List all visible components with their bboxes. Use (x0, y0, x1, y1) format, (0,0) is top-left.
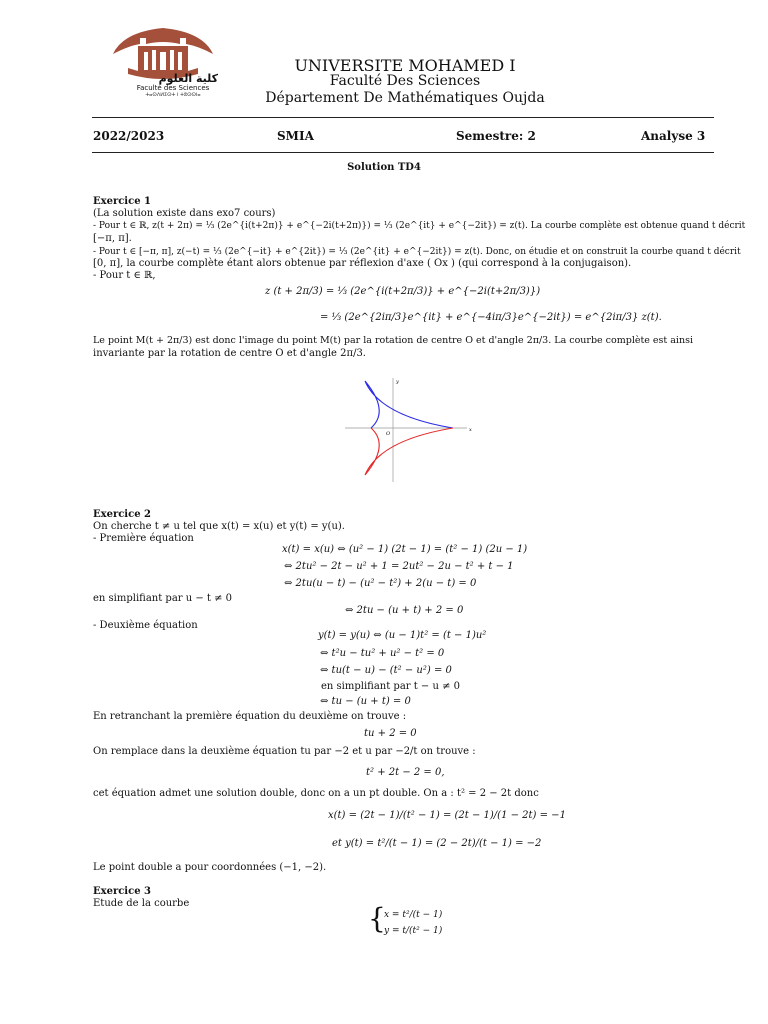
ex1-line-1: (La solution existe dans exo7 cours) (93, 208, 276, 219)
ex2-line-5: En retranchant la première équation du deuxième on trouve : (93, 711, 407, 722)
ex2-eq-10: tu + 2 = 0 (364, 728, 417, 739)
ex2-eq-6: ⇔ t²u − tu² + u² − t² = 0 (320, 648, 445, 659)
ex2-line-4: - Deuxième équation (93, 620, 198, 631)
ex2-eq-3: ⇔ 2tu(u − t) − (u² − t²) + 2(u − t) = 0 (284, 578, 477, 589)
program-name: SMIA (277, 129, 314, 143)
header-bottom-rule (92, 152, 714, 153)
ex2-line-7: cet équation admet une solution double, donc on a un pt double. On a : t² = 2 − 2t donc (93, 788, 539, 799)
deltoid-plot-svg (345, 376, 475, 486)
ex3-system-y: y = t/(t² − 1) (384, 926, 443, 936)
ex1-equation-2: = ⅓ (2e^{2iπ/3}e^{it} + e^{−4iπ/3}e^{−2it}) = e^{2iπ/3} z(t). (320, 312, 662, 323)
ex1-equation-1: z (t + 2π/3) = ⅓ (2e^{i(t+2π/3)} + e^{−2i(t+2π/3)}) (265, 286, 541, 297)
logo-french-text: Faculté des Sciences (136, 84, 210, 92)
ex2-eq-4: ⇔ 2tu − (u + t) + 2 = 0 (345, 605, 464, 616)
ex3-system-x: x = t²/(t − 1) (384, 910, 443, 920)
ex2-eq-2: ⇔ 2tu² − 2t − u² + 1 = 2ut² − 2u − t² + t − 1 (284, 561, 514, 572)
department-name: Département De Mathématiques Oujda (265, 90, 545, 106)
ex2-eq-1: x(t) = x(u) ⇔ (u² − 1) (2t − 1) = (t² − 1) (2u − 1) (282, 544, 528, 555)
academic-year: 2022/2023 (93, 129, 165, 143)
ex1-line-6: - Pour t ∈ ℝ, (93, 270, 156, 281)
curve-lower-branch (365, 428, 453, 475)
logo-arabic-text: كلية العلوم (158, 72, 218, 85)
ex2-eq-5: y(t) = y(u) ⇔ (u − 1)t² = (t − 1)u² (318, 630, 487, 641)
ex2-line-3: en simplifiant par u − t ≠ 0 (93, 593, 233, 604)
exercise-2-title: Exercice 2 (93, 509, 151, 520)
course-name: Analyse 3 (641, 129, 706, 143)
ex1-line-5: [0, π], la courbe complète étant alors obtenue par réflexion d'axe ( Ox ) (qui correspond à la conjugaison). (93, 258, 632, 269)
curve-upper-branch (365, 381, 453, 428)
ex2-line-1: On cherche t ≠ u tel que x(t) = x(u) et y(t) = y(u). (93, 521, 345, 532)
ex2-eq-12: x(t) = (2t − 1)/(t² − 1) = (2t − 1)/(1 − 2t) = −1 (328, 810, 566, 821)
faculty-name: Faculté Des Sciences (329, 73, 481, 89)
ex2-eq-9: ⇔ tu − (u + t) = 0 (320, 696, 411, 707)
system-brace-icon: { (368, 902, 386, 935)
exercise-1-title: Exercice 1 (93, 196, 151, 207)
exercise-3-title: Exercice 3 (93, 886, 151, 897)
ex2-line-6: On remplace dans la deuxième équation tu par −2 et u par −2/t on trouve : (93, 746, 476, 757)
deltoid-plot (345, 376, 475, 486)
ex2-line-2: - Première équation (93, 533, 194, 544)
ex1-line-4: - Pour t ∈ [−π, π], z(−t) = ⅓ (2e^{−it} + e^{2it}) = ⅓ (2e^{it} + e^{−2it}) = z(t). Donc, on étudie et on construit la courbe quand t décrit (93, 247, 741, 257)
ex1-line-8: invariante par la rotation de centre O et d'angle 2π/3. (93, 348, 366, 359)
university-name: UNIVERSITE MOHAMED I (294, 56, 516, 75)
x-axis-label: x (469, 427, 472, 433)
ex1-line-3: [−π, π]. (93, 233, 132, 244)
ex2-eq-11: t² + 2t − 2 = 0, (366, 767, 445, 778)
ex3-line-1: Etude de la courbe (93, 898, 190, 909)
semester-label: Semestre: 2 (456, 129, 536, 143)
ex1-line-7: Le point M(t + 2π/3) est donc l'image du point M(t) par la rotation de centre O et d'angle 2π/3. La courbe complète est ainsi (93, 335, 694, 346)
ex2-line-8: Le point double a pour coordonnées (−1, −2). (93, 862, 327, 873)
ex2-eq-13: et y(t) = t²/(t − 1) = (2 − 2t)/(t − 1) = −2 (332, 838, 542, 849)
ex2-eq-7: ⇔ tu(t − u) − (t² − u²) = 0 (320, 665, 452, 676)
header-top-rule (92, 117, 714, 118)
ex1-line-2: - Pour t ∈ ℝ, z(t + 2π) = ⅓ (2e^{i(t+2π)} + e^{−2i(t+2π)}) = ⅓ (2e^{it} + e^{−2it}) = z(t). La courbe complète est obtenue quand t décrit (93, 221, 746, 231)
ex2-eq-8: en simplifiant par t − u ≠ 0 (321, 681, 461, 692)
origin-label: O (386, 431, 391, 437)
page-title: Solution TD4 (347, 162, 421, 173)
y-axis-label: y (396, 379, 399, 385)
logo-sub-text: ⵜⴰⵙⴷⵍⵉⵙⵜ ⵏ ⵜⵓⵙⵙⵏⴰ (145, 92, 201, 98)
